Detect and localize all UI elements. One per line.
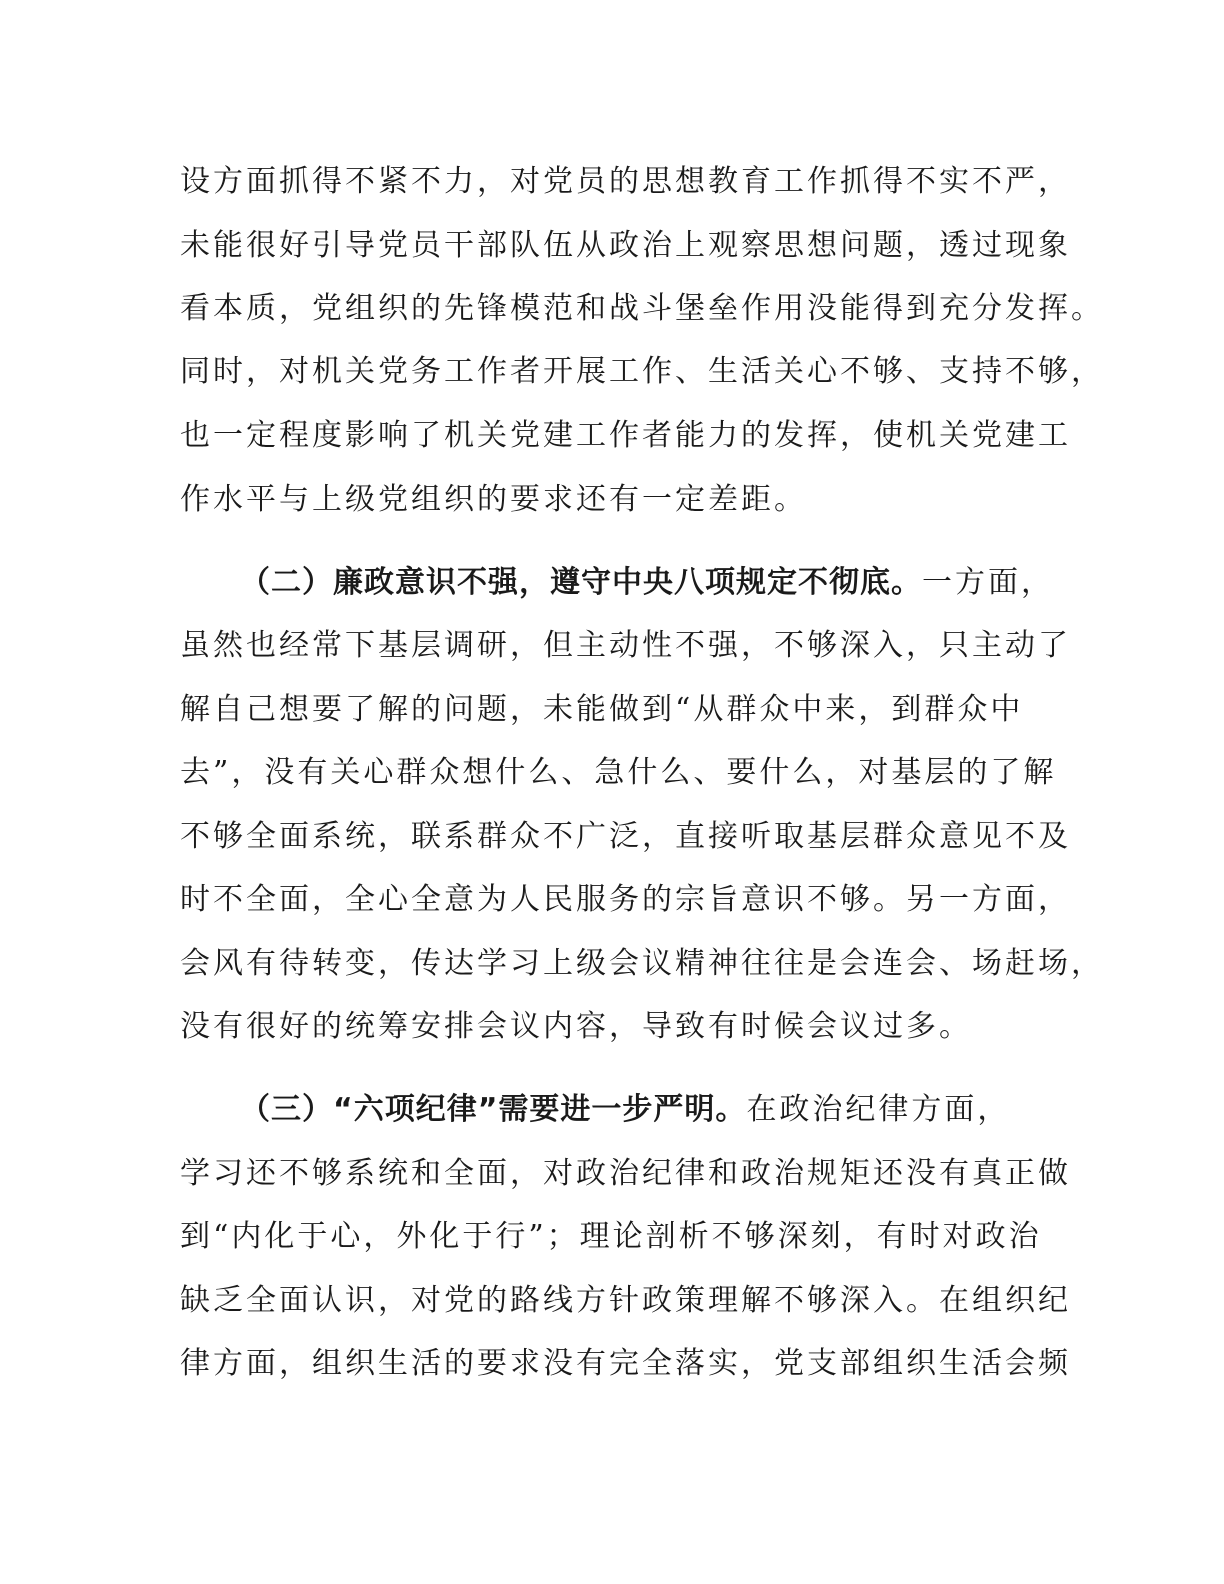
paragraph-line: 不够全面系统，联系群众不广泛，直接听取基层群众意见不及 (180, 819, 1071, 854)
paragraph-line: 去”，没有关心群众想什么、急什么、要什么，对基层的了解 (180, 755, 1057, 790)
paragraph-line: 缺乏全面认识，对党的路线方针政策理解不够深入。在组织纪 (180, 1283, 1071, 1318)
section-2-heading: （二）廉政意识不强，遵守中央八项规定不彻底。 (240, 565, 922, 600)
paragraph-line: 学习还不够系统和全面，对政治纪律和政治规矩还没有真正做 (180, 1156, 1071, 1191)
section-3-heading: （三）“六项纪律”需要进一步严明。 (240, 1092, 747, 1127)
paragraph-line: 设方面抓得不紧不力，对党员的思想教育工作抓得不实不严， (180, 164, 1071, 199)
paragraph-line: 作水平与上级党组织的要求还有一定差距。 (180, 482, 807, 517)
paragraph-line: 没有很好的统筹安排会议内容，导致有时候会议过多。 (180, 1009, 972, 1044)
section-2-first-line-text: 一方面， (922, 565, 1054, 600)
paragraph-line: 会风有待转变，传达学习上级会议精神往往是会连会、场赶场， (180, 946, 1104, 981)
paragraph-line: 看本质，党组织的先锋模范和战斗堡垒作用没能得到充分发挥。 (180, 291, 1104, 326)
paragraph-line: 到“内化于心，外化于行”；理论剖析不够深刻，有时对政治 (180, 1219, 1042, 1254)
paragraph-line: 也一定程度影响了机关党建工作者能力的发挥，使机关党建工 (180, 418, 1071, 453)
paragraph-line: 解自己想要了解的问题，未能做到“从群众中来，到群众中 (180, 692, 1024, 727)
paragraph-line: 未能很好引导党员干部队伍从政治上观察思想问题，透过现象 (180, 228, 1071, 263)
section-2-first-line (240, 559, 1054, 607)
paragraph-line: 律方面，组织生活的要求没有完全落实，党支部组织生活会频 (180, 1346, 1071, 1381)
paragraph-line: 虽然也经常下基层调研，但主动性不强，不够深入，只主动了 (180, 628, 1071, 663)
section-3-first-line (240, 1086, 1010, 1134)
paragraph-line: 同时，对机关党务工作者开展工作、生活关心不够、支持不够， (180, 354, 1104, 389)
section-3-first-line-text: 在政治纪律方面， (746, 1092, 1011, 1127)
paragraph-line: 时不全面，全心全意为人民服务的宗旨意识不够。另一方面， (180, 882, 1071, 917)
